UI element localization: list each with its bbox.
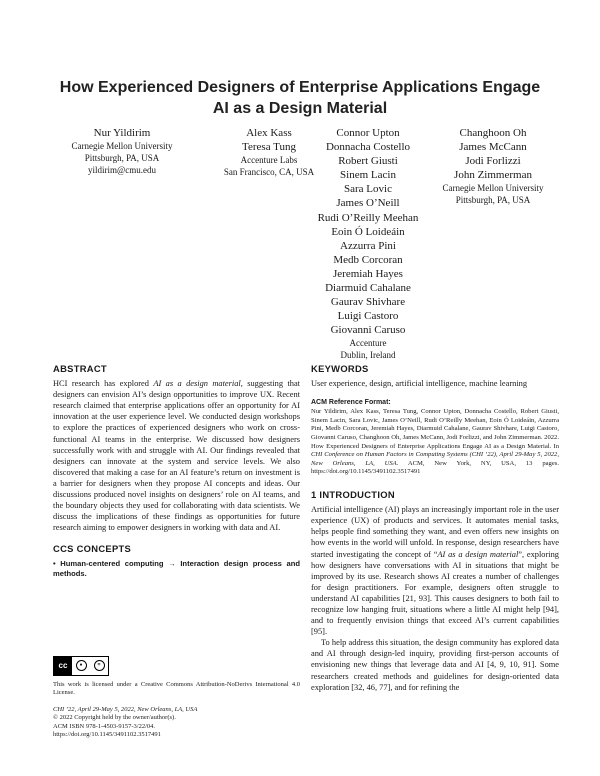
author-name: Diarmuid Cahalane bbox=[325, 282, 411, 295]
author-name: Rudi O’Reilly Meehan bbox=[317, 211, 419, 224]
author-affiliation: Carnegie Mellon University bbox=[442, 183, 544, 194]
author-email: yildirim@cmu.edu bbox=[87, 165, 157, 176]
author-block-1 bbox=[52, 126, 192, 176]
author-name: James McCann bbox=[459, 141, 527, 154]
no-derivs-icon: = bbox=[94, 660, 105, 671]
author-name: Changhoon Oh bbox=[459, 127, 527, 139]
introduction-heading: 1 INTRODUCTION bbox=[311, 489, 395, 501]
author-affiliation: Carnegie Mellon University bbox=[71, 141, 173, 152]
author-location: Pittsburgh, PA, USA bbox=[84, 153, 160, 164]
conference-info: CHI ’22, April 29-May 5, 2022, New Orleans, LA, USA bbox=[53, 705, 198, 713]
cc-logo-icon: cc bbox=[54, 657, 72, 675]
reference-tail: ACM, New York, NY, USA, 13 pages. https://doi.org/10.1145/3491102.3517491 bbox=[311, 459, 559, 476]
author-name: John Zimmerman bbox=[454, 169, 532, 182]
license-text: This work is licensed under a Creative Commons Attribution-NoDerivs International 4.0 License. bbox=[53, 680, 300, 697]
author-location: Dublin, Ireland bbox=[340, 350, 396, 361]
author-name: Connor Upton bbox=[336, 127, 400, 139]
author-name: Eoin Ó Loideáin bbox=[331, 225, 405, 238]
author-name: Donnacha Costello bbox=[325, 141, 410, 154]
author-name: James O’Neill bbox=[336, 197, 400, 210]
title-line-2: AI as a Design Material bbox=[212, 100, 388, 117]
creative-commons-badge bbox=[53, 656, 109, 676]
intro-text-part: Artificial intelligence (AI) plays an increasingly important role in the user experience (UX) of products and services. It automates menial tasks, helps people find something they want, and even offers new insights on how events in the world will unfold. In response, design researchers have started investigating the concept of “ bbox=[311, 505, 559, 559]
author-name: Sinem Lacin bbox=[340, 169, 396, 182]
isbn-text: ACM ISBN 978-1-4503-9157-3/22/04. bbox=[53, 722, 156, 730]
license-block bbox=[53, 656, 300, 741]
intro-paragraph-2: To help address this situation, the design community has explored data and AI through design-led inquiry, providing first-person accounts of envisioning new things that leverage data and AI [4, 9, 10, 91]. Some researchers created methods and guidelines for design-oriented data exploration [32, 46, 77], and for refining the bbox=[311, 638, 559, 692]
author-name: Alex Kass bbox=[246, 127, 292, 139]
keywords-heading: KEYWORDS bbox=[311, 363, 369, 374]
ccs-text: • Human-centered computing → Interaction design process and methods. bbox=[53, 558, 300, 578]
author-name: Sara Lovic bbox=[344, 183, 392, 196]
author-name: Jodi Forlizzi bbox=[465, 155, 521, 168]
attribution-icon: ● bbox=[76, 660, 87, 671]
author-name: Robert Giusti bbox=[338, 155, 398, 168]
reference-format-text bbox=[311, 408, 559, 477]
abstract-text bbox=[53, 378, 300, 533]
author-name: Jeremiah Hayes bbox=[333, 267, 403, 280]
author-name: Medb Corcoran bbox=[333, 253, 403, 266]
right-column bbox=[311, 363, 559, 693]
author-name: Giovanni Caruso bbox=[330, 324, 406, 337]
intro-paragraph-1 bbox=[311, 504, 559, 637]
reference-venue: CHI Conference on Human Factors in Computing Systems (CHI ’22), April 29-May 5, 2022, New Orleans, LA, USA. bbox=[311, 451, 559, 467]
keywords-text: User experience, design, artificial intelligence, machine learning bbox=[311, 379, 528, 389]
author-affiliation: Accenture bbox=[349, 338, 387, 349]
reference-format-heading: ACM Reference Format: bbox=[311, 399, 391, 407]
abstract-text-part: HCI research has explored bbox=[53, 379, 154, 389]
ccs-heading: CCS CONCEPTS bbox=[53, 543, 132, 555]
abstract-text-part: , suggesting that designers can envision AI’s design opportunities to improve UX. Recent research claimed that enterprise applications offer an opportunity for AI innovation at the user experience level. We conducted design workshops to explore the practices of experienced designers who work on cross-functional AI teams in the enterprise. We discussed how designers successfully work with and struggle with AI. Our findings revealed that designers can innovate at the system and service levels. We also discovered that making a case for an AI feature’s return on investment is a barrier for designers when they propose AI concepts and ideas. Our discussions produced novel insights on designers’ role on AI teams, and the boundary objects they used for collaborating with data scientists. We discuss the implications of these findings as opportunities for future research aiming to empower designers in working with data and AI. bbox=[53, 379, 301, 533]
intro-italic-term: AI as a design material bbox=[437, 549, 519, 559]
author-location: San Francisco, CA, USA bbox=[223, 167, 315, 178]
reference-authors: Nur Yildirim, Alex Kass, Teresa Tung, Connor Upton, Donnacha Costello, Robert Giusti, Sinem Lacin, Sara Lovic, James O’Neill, Rudi O’Reilly Meehan, Eoin Ó Loideáin, Azzurra Pini, Medb Corcoran, Jeremiah Hayes, Diarmuid Cahalane, Gaurav Shivhare, Luigi Castoro, Giovanni Caruso, Changhoon Oh, James McCann, Jodi Forlizzi, and John Zimmerman. 2022. How Experienced Designers of Enterprise Applications Engage AI as a Design Material. In bbox=[311, 408, 559, 450]
author-location: Pittsburgh, PA, USA bbox=[455, 195, 531, 206]
author-affiliation: Accenture Labs bbox=[240, 155, 298, 166]
author-name: Gaurav Shivhare bbox=[330, 296, 406, 309]
copyright-text: © 2022 Copyright held by the owner/author(s). bbox=[53, 714, 176, 722]
author-name: Azzurra Pini bbox=[340, 239, 396, 252]
abstract-italic-term: AI as a design material bbox=[153, 379, 241, 389]
author-name: Nur Yildirim bbox=[93, 127, 151, 139]
left-column bbox=[53, 363, 300, 740]
paper-title bbox=[40, 77, 560, 119]
author-block-4 bbox=[418, 126, 568, 206]
title-line-1: How Experienced Designers of Enterprise Applications Engage bbox=[59, 79, 541, 96]
author-name: Teresa Tung bbox=[242, 141, 296, 154]
intro-text-part: ”, exploring how designers have conversations with AI in situations that might be improved by its use. Research shows AI creates a number of challenges for design practitioners. For example, designers often struggle to understand AI capabilities [21, 93]. This causes designers to both fail to recognize low hanging fruit, situations where a little AI might help [94], and to frequently envision things that exceed AI’s current capabilities [95]. bbox=[311, 549, 559, 637]
doi-link[interactable]: https://doi.org/10.1145/3491102.3517491 bbox=[53, 731, 161, 739]
author-name: Luigi Castoro bbox=[337, 310, 399, 323]
abstract-heading: ABSTRACT bbox=[53, 363, 107, 374]
